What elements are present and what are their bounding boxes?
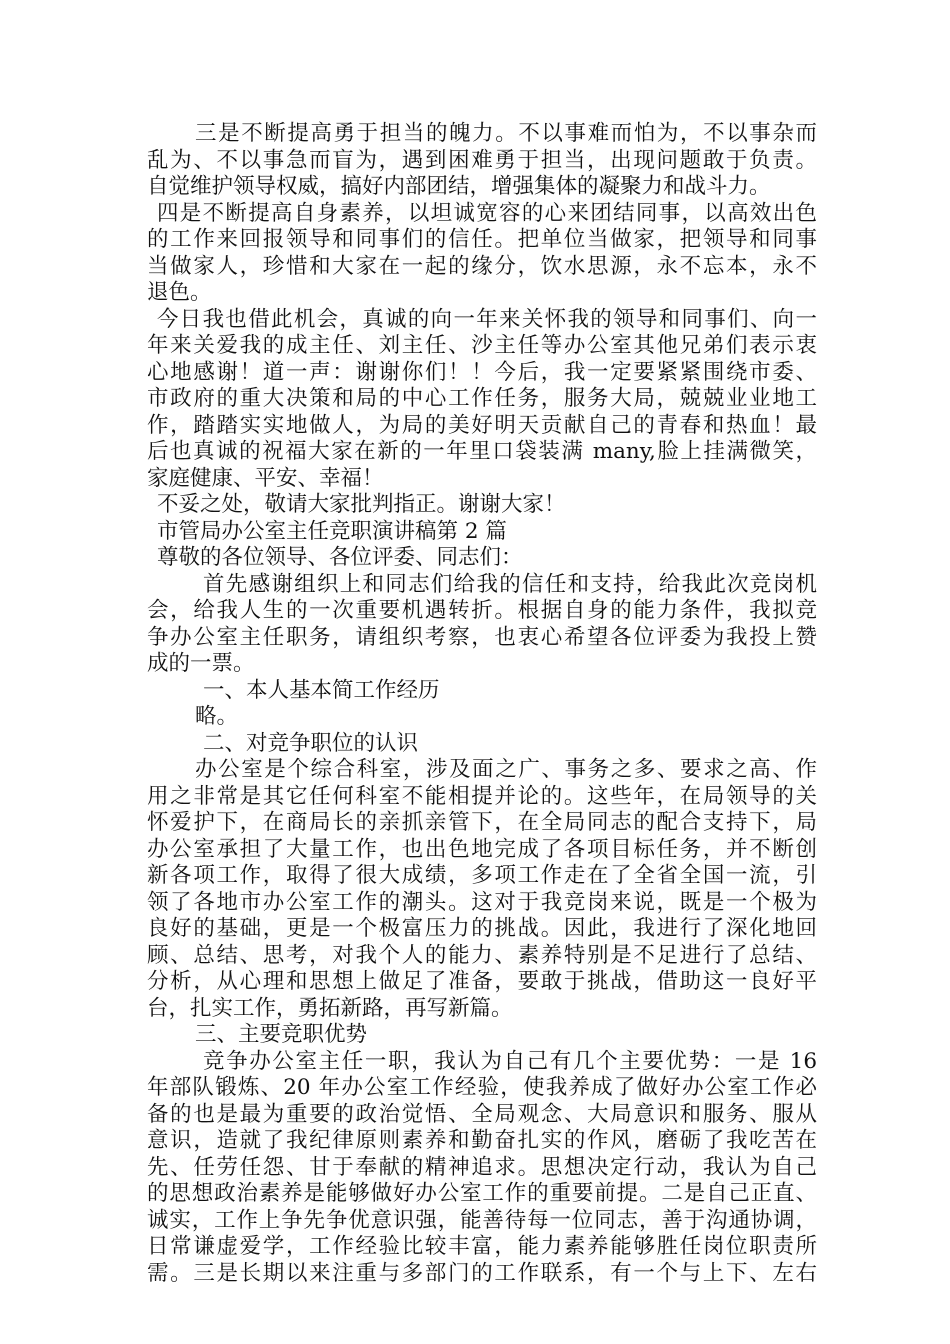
text-line: 作，踏踏实实地做人，为局的美好明天贡献自己的青春和热血！最 [147, 412, 817, 438]
text-line: 乱为、不以事急而盲为，遇到困难勇于担当，出现问题敢于负责。 [147, 147, 817, 173]
text-line: 顾、总结、思考，对我个人的能力、素养特别是不足进行了总结、 [147, 942, 817, 968]
text-line: 争办公室主任职务，请组织考察，也衷心希望各位评委为我投上赞 [147, 624, 817, 650]
text-line: 年部队锻炼、20 年办公室工作经验，使我养成了做好办公室工作必 [147, 1075, 817, 1100]
text-line: 尊敬的各位领导、各位评委、同志们： [157, 545, 523, 570]
text-line: 竞争办公室主任一职，我认为自己有几个主要优势：一是 16 [203, 1048, 817, 1074]
text-line: 办公室是个综合科室，涉及面之广、事务之多、要求之高、作 [195, 757, 817, 782]
text-line: 四是不断提高自身素养，以坦诚宽容的心来团结同事，以高效出色 [157, 200, 817, 226]
text-line: 略。 [195, 704, 239, 729]
text-line: 怀爱护下，在商局长的亲抓亲管下，在全局同志的配合支持下，局 [147, 810, 817, 835]
document-body [147, 121, 817, 1287]
text-line: 不妥之处，敬请大家批判指正。谢谢大家！ [157, 492, 566, 517]
text-line: 三是不断提高勇于担当的魄力。不以事难而怕为，不以事杂而 [195, 121, 817, 146]
text-line: 家庭健康、平安、幸福！ [147, 465, 384, 491]
text-line: 台，扎实工作，勇拓新路，再写新篇。 [147, 995, 513, 1021]
text-line: 的工作来回报领导和同事们的信任。把单位当做家，把领导和同事 [147, 227, 817, 252]
text-line: 领了各地市办公室工作的潮头。这对于我竞岗来说，既是一个极为 [147, 889, 817, 915]
text-line: 今日我也借此机会，真诚的向一年来关怀我的领导和同事们、向一 [157, 306, 817, 332]
text-line: 当做家人，珍惜和大家在一起的缘分，饮水思源，永不忘本，永不 [147, 253, 817, 279]
text-line: 心地感谢！道一声：谢谢你们！！今后，我一定要紧紧围绕市委、 [147, 359, 817, 385]
text-line: 三、主要竞职优势 [195, 1022, 368, 1047]
text-line: 先、任劳任怨、甘于奉献的精神追求。思想决定行动，我认为自己 [147, 1154, 817, 1180]
text-line: 市政府的重大决策和局的中心工作任务，服务大局，兢兢业业地工 [147, 386, 817, 411]
text-line: 的思想政治素养是能够做好办公室工作的重要前提。二是自己正直、 [147, 1181, 817, 1206]
text-line: 一、本人基本简工作经历 [203, 677, 440, 703]
text-line: 良好的基础，更是一个极富压力的挑战。因此，我进行了深化地回 [147, 916, 817, 941]
text-line: 首先感谢组织上和同志们给我的信任和支持，给我此次竞岗机 [203, 571, 817, 597]
text-line: 日常谦虚爱学，工作经验比较丰富，能力素养能够胜任岗位职责所 [147, 1234, 817, 1259]
text-line: 备的也是最为重要的政治觉悟、全局观念、大局意识和服务、服从 [147, 1101, 817, 1127]
text-line: 退色。 [147, 280, 212, 305]
text-line: 自觉维护领导权威，搞好内部团结，增强集体的凝聚力和战斗力。 [147, 174, 771, 199]
text-line: 二、对竞争职位的认识 [203, 730, 419, 756]
text-line: 会，给我人生的一次重要机遇转折。根据自身的能力条件，我拟竞 [147, 598, 817, 623]
text-line: 年来关爱我的成主任、刘主任、沙主任等办公室其他兄弟们表示衷 [147, 333, 817, 358]
text-line: 市管局办公室主任竞职演讲稿第 2 篇 [157, 518, 507, 544]
text-line: 新各项工作，取得了很大成绩，多项工作走在了全省全国一流，引 [147, 863, 817, 888]
text-line: 用之非常是其它任何科室不能相提并论的。这些年，在局领导的关 [147, 783, 817, 809]
text-line: 需。三是长期以来注重与多部门的工作联系，有一个与上下、左右 [147, 1260, 817, 1286]
text-line: 诚实，工作上争先争优意识强，能善待每一位同志，善于沟通协调， [147, 1207, 817, 1233]
text-line: 分析，从心理和思想上做足了准备，要敢于挑战，借助这一良好平 [147, 969, 817, 994]
text-line: 办公室承担了大量工作，也出色地完成了各项目标任务，并不断创 [147, 836, 817, 862]
text-line: 后也真诚的祝福大家在新的一年里口袋装满 many,脸上挂满微笑， [147, 439, 817, 464]
text-line: 成的一票。 [147, 651, 255, 676]
text-line: 意识，造就了我纪律原则素养和勤奋扎实的作风，磨砺了我吃苦在 [147, 1128, 817, 1153]
